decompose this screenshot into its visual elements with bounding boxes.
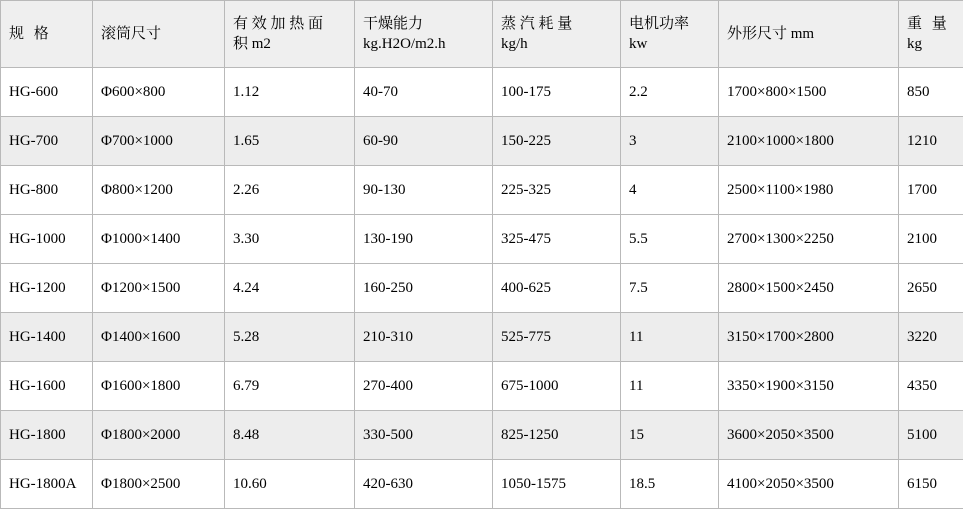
table-row [1, 117, 963, 166]
table-row [1, 313, 963, 362]
column-header-drum-size-line1: 滚筒尺寸 [101, 25, 162, 42]
cell-motor-power: 2.2 [621, 68, 719, 117]
cell-overall-dimensions: 2500×1100×1980 [719, 166, 899, 215]
table-header-row [1, 1, 963, 68]
cell-drum-size: Φ700×1000 [93, 117, 225, 166]
cell-heating-area: 2.26 [225, 166, 355, 215]
table-row [1, 264, 963, 313]
table-row [1, 215, 963, 264]
table-row [1, 362, 963, 411]
column-header-motor-power-line2: kw [629, 36, 648, 52]
table-body [1, 68, 963, 509]
column-header-steam-consumption [493, 1, 621, 68]
cell-spec: HG-700 [1, 117, 93, 166]
table-row [1, 166, 963, 215]
cell-heating-area: 3.30 [225, 215, 355, 264]
cell-drying-capacity: 40-70 [355, 68, 493, 117]
cell-motor-power: 7.5 [621, 264, 719, 313]
table-row [1, 460, 963, 509]
cell-steam-consumption: 100-175 [493, 68, 621, 117]
cell-drying-capacity: 90-130 [355, 166, 493, 215]
cell-motor-power: 11 [621, 313, 719, 362]
cell-drum-size: Φ1400×1600 [93, 313, 225, 362]
cell-overall-dimensions: 2800×1500×2450 [719, 264, 899, 313]
cell-steam-consumption: 325-475 [493, 215, 621, 264]
column-header-drying-capacity-line2: kg.H2O/m2.h [363, 36, 446, 52]
table-row [1, 68, 963, 117]
cell-motor-power: 4 [621, 166, 719, 215]
cell-heating-area: 6.79 [225, 362, 355, 411]
cell-drum-size: Φ800×1200 [93, 166, 225, 215]
column-header-weight-line2: kg [907, 36, 922, 52]
cell-drying-capacity: 270-400 [355, 362, 493, 411]
cell-motor-power: 15 [621, 411, 719, 460]
cell-steam-consumption: 225-325 [493, 166, 621, 215]
cell-overall-dimensions: 3150×1700×2800 [719, 313, 899, 362]
cell-weight: 6150 [899, 460, 963, 509]
cell-weight: 1700 [899, 166, 963, 215]
cell-drum-size: Φ1200×1500 [93, 264, 225, 313]
cell-motor-power: 3 [621, 117, 719, 166]
cell-overall-dimensions: 3600×2050×3500 [719, 411, 899, 460]
cell-drum-size: Φ1800×2500 [93, 460, 225, 509]
column-header-heating-area [225, 1, 355, 68]
column-header-weight [899, 1, 963, 68]
cell-motor-power: 18.5 [621, 460, 719, 509]
cell-heating-area: 1.12 [225, 68, 355, 117]
cell-overall-dimensions: 2700×1300×2250 [719, 215, 899, 264]
column-header-weight-line1: 重 量 [907, 15, 950, 32]
cell-steam-consumption: 150-225 [493, 117, 621, 166]
column-header-heating-area-line1: 有 效 加 热 面 [233, 15, 324, 32]
cell-steam-consumption: 825-1250 [493, 411, 621, 460]
table-header [1, 1, 963, 68]
column-header-drum-size [93, 1, 225, 68]
table-row [1, 411, 963, 460]
column-header-overall-dimensions [719, 1, 899, 68]
cell-heating-area: 5.28 [225, 313, 355, 362]
cell-weight: 4350 [899, 362, 963, 411]
column-header-spec [1, 1, 93, 68]
cell-spec: HG-1200 [1, 264, 93, 313]
cell-heating-area: 4.24 [225, 264, 355, 313]
cell-weight: 2100 [899, 215, 963, 264]
column-header-overall-dimensions-line1: 外形尺寸 mm [727, 25, 815, 42]
cell-steam-consumption: 1050-1575 [493, 460, 621, 509]
column-header-heating-area-line2: 积 m2 [233, 36, 271, 52]
cell-steam-consumption: 400-625 [493, 264, 621, 313]
cell-motor-power: 11 [621, 362, 719, 411]
cell-weight: 5100 [899, 411, 963, 460]
column-header-steam-consumption-line1: 蒸 汽 耗 量 [501, 15, 573, 32]
column-header-motor-power-line1: 电机功率 [629, 15, 690, 32]
column-header-spec-line1: 规 格 [9, 25, 52, 42]
cell-drum-size: Φ1800×2000 [93, 411, 225, 460]
column-header-drying-capacity-line1: 干燥能力 [363, 15, 424, 32]
cell-weight: 2650 [899, 264, 963, 313]
cell-heating-area: 8.48 [225, 411, 355, 460]
column-header-motor-power [621, 1, 719, 68]
cell-drying-capacity: 60-90 [355, 117, 493, 166]
cell-weight: 3220 [899, 313, 963, 362]
cell-motor-power: 5.5 [621, 215, 719, 264]
cell-steam-consumption: 675-1000 [493, 362, 621, 411]
column-header-drying-capacity [355, 1, 493, 68]
cell-drying-capacity: 420-630 [355, 460, 493, 509]
cell-drum-size: Φ600×800 [93, 68, 225, 117]
cell-spec: HG-1000 [1, 215, 93, 264]
cell-spec: HG-600 [1, 68, 93, 117]
cell-spec: HG-1800A [1, 460, 93, 509]
cell-weight: 1210 [899, 117, 963, 166]
column-header-steam-consumption-line2: kg/h [501, 36, 528, 52]
cell-spec: HG-1600 [1, 362, 93, 411]
cell-spec: HG-800 [1, 166, 93, 215]
cell-drum-size: Φ1600×1800 [93, 362, 225, 411]
cell-heating-area: 1.65 [225, 117, 355, 166]
cell-heating-area: 10.60 [225, 460, 355, 509]
cell-drying-capacity: 160-250 [355, 264, 493, 313]
cell-drying-capacity: 130-190 [355, 215, 493, 264]
cell-overall-dimensions: 4100×2050×3500 [719, 460, 899, 509]
cell-spec: HG-1400 [1, 313, 93, 362]
cell-spec: HG-1800 [1, 411, 93, 460]
cell-overall-dimensions: 1700×800×1500 [719, 68, 899, 117]
cell-drying-capacity: 330-500 [355, 411, 493, 460]
cell-weight: 850 [899, 68, 963, 117]
cell-overall-dimensions: 3350×1900×3150 [719, 362, 899, 411]
cell-drum-size: Φ1000×1400 [93, 215, 225, 264]
cell-steam-consumption: 525-775 [493, 313, 621, 362]
cell-overall-dimensions: 2100×1000×1800 [719, 117, 899, 166]
cell-drying-capacity: 210-310 [355, 313, 493, 362]
